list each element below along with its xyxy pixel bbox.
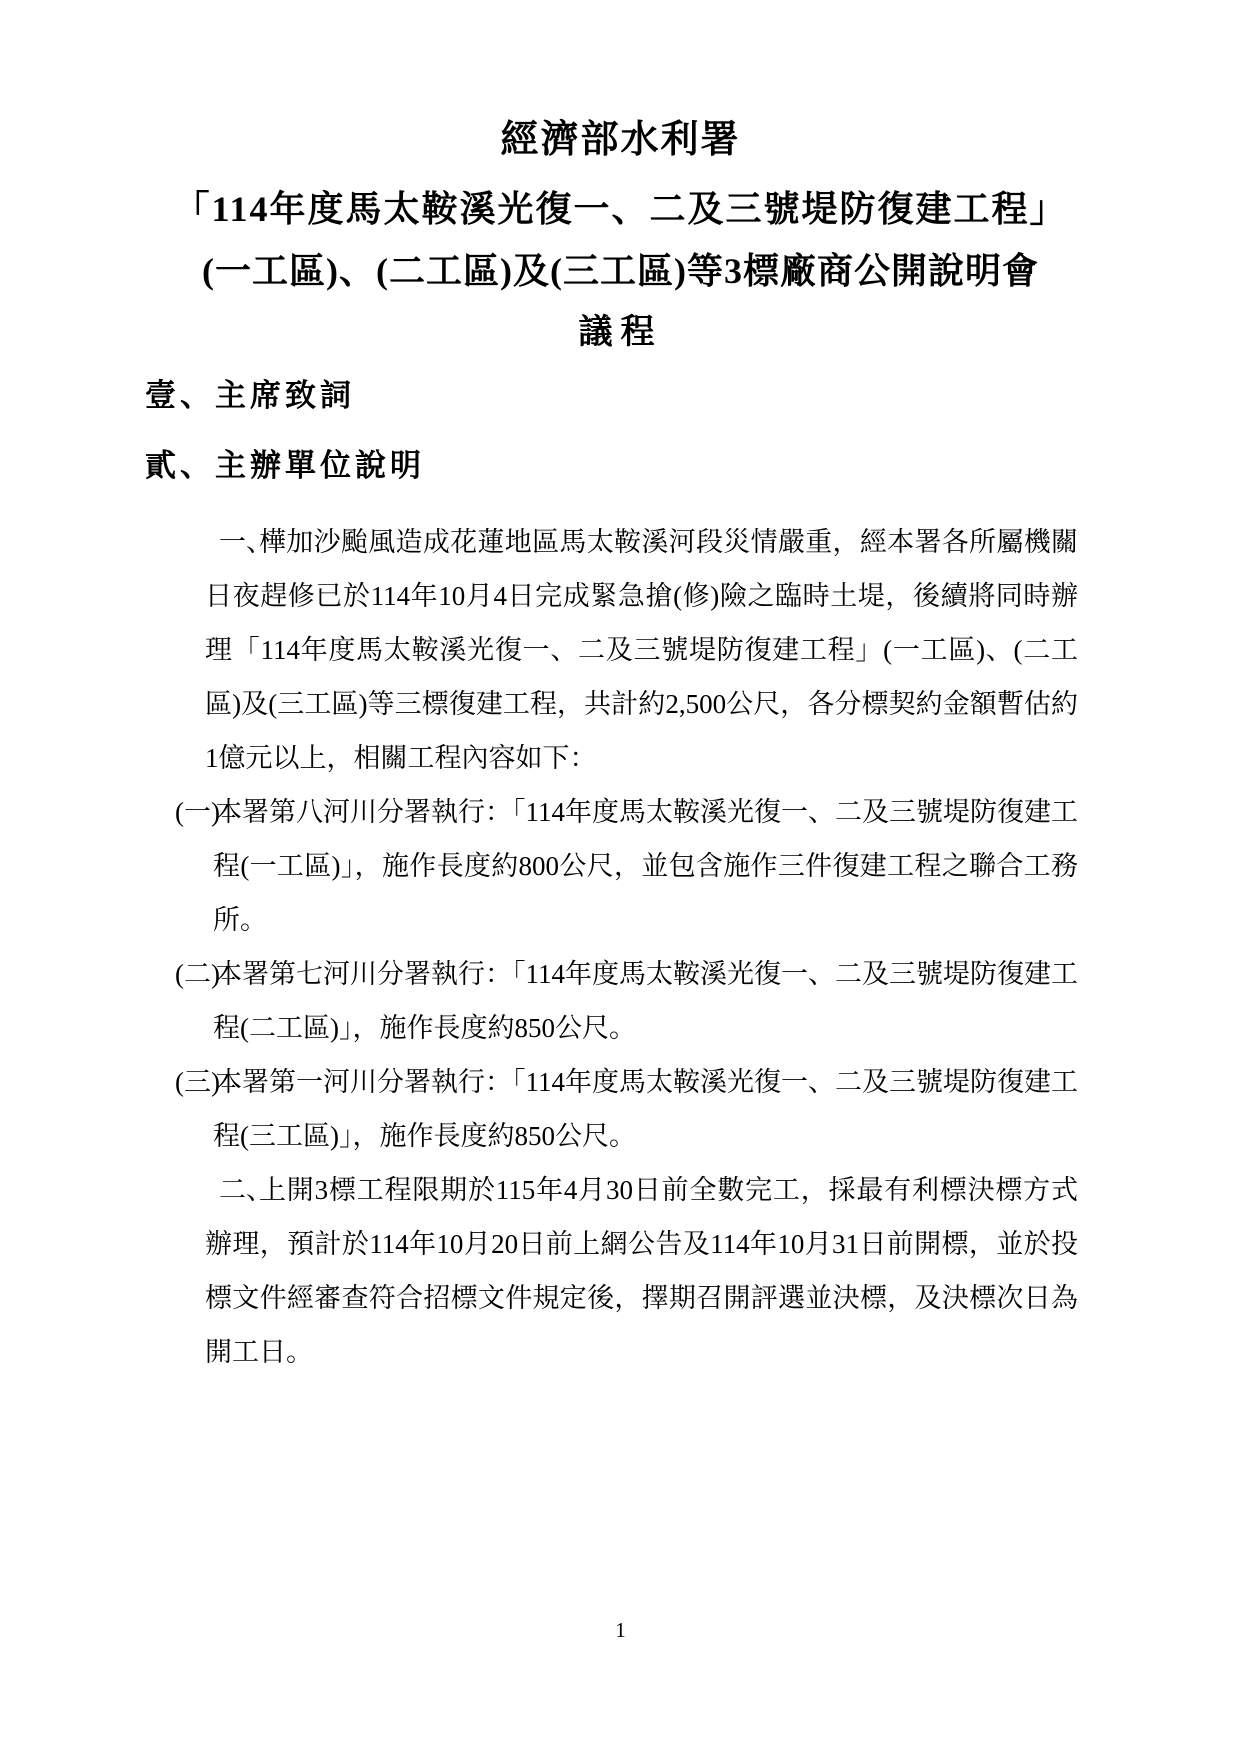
paragraph-text: 本署第七河川分署執行：「114年度馬太鞍溪光復一、二及三號堤防復建工程(二工區)」，施作長度約850公尺。	[213, 959, 1078, 1043]
paragraph-text: 樺加沙颱風造成花蓮地區馬太鞍溪河段災情嚴重，經本署各所屬機關日夜趕修已於114年10月4日完成緊急搶(修)險之臨時土堤，後續將同時辦理「114年度馬太鞍溪光復一、二及三號堤防復建工程」(一工區)、(二工區)及(三工區)等三標復建工程，共計約2,500公尺，各分標契約金額暫估約1億元以上，相關工程內容如下：	[205, 527, 1078, 773]
page-number: 1	[615, 1618, 626, 1642]
title-agenda: 議程	[578, 314, 663, 351]
document-body	[175, 515, 1078, 1379]
section-heading-organizer-briefing: 貳、主辦單位說明	[145, 448, 425, 483]
list-marker-1-3: (三)	[175, 1067, 220, 1097]
list-marker-1: 一、	[219, 527, 273, 557]
paragraph-text: 本署第一河川分署執行：「114年度馬太鞍溪光復一、二及三號堤防復建工程(三工區)」，施作長度約850公尺。	[213, 1067, 1078, 1151]
title-project: 「114年度馬太鞍溪光復一、二及三號堤防復建工程」	[173, 189, 1068, 229]
paragraph-text: 上開3標工程限期於115年4月30日前全數完工，採最有利標決標方式辦理，預計於114年10月20日前上網公告及114年10月31日前開標，並於投標文件經審查符合招標文件規定後，擇期召開評選並決標，及決標次日為開工日。	[205, 1175, 1078, 1367]
title-subtitle: (一工區)、(二工區)及(三工區)等3標廠商公開說明會	[202, 251, 1039, 291]
paragraph-schedule	[205, 1163, 1078, 1379]
paragraph-work-zone-2	[175, 947, 1078, 1055]
paragraph-text: 本署第八河川分署執行：「114年度馬太鞍溪光復一、二及三號堤防復建工程(一工區)」，施作長度約800公尺，並包含施作三件復建工程之聯合工務所。	[213, 797, 1078, 935]
paragraph-typhoon-overview	[205, 515, 1078, 785]
section-heading-chair-remarks: 壹、主席致詞	[145, 378, 355, 413]
title-agency: 經濟部水利署	[500, 119, 741, 161]
paragraph-work-zone-3	[175, 1055, 1078, 1163]
paragraph-work-zone-1	[175, 785, 1078, 947]
list-marker-2: 二、	[219, 1175, 273, 1205]
list-marker-1-1: (一)	[175, 797, 220, 827]
list-marker-1-2: (二)	[175, 959, 220, 989]
